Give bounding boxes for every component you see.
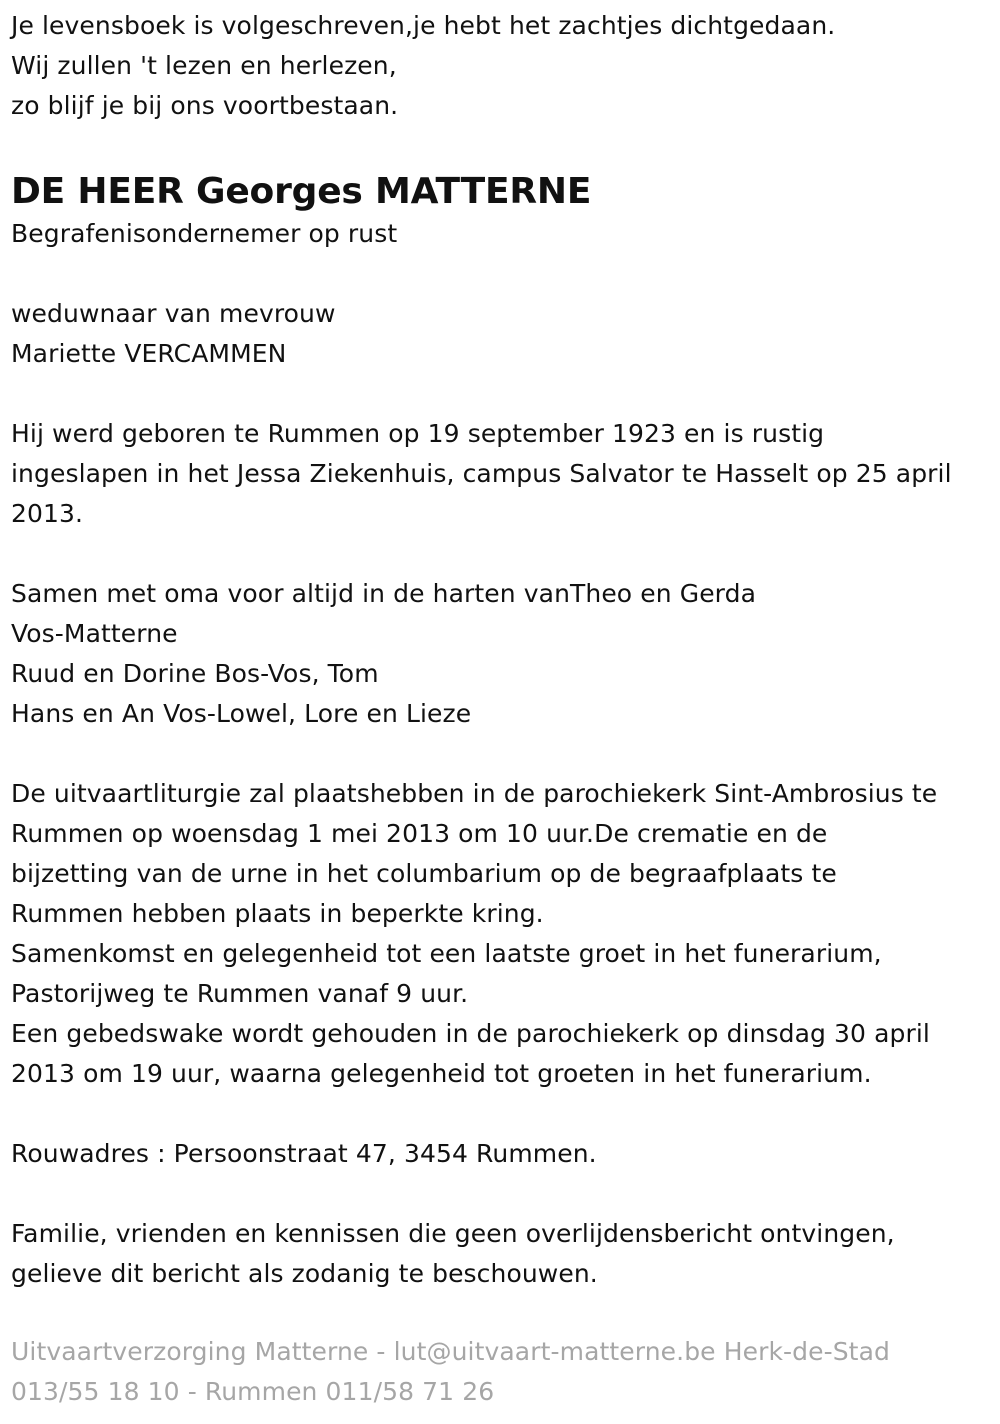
paragraph-line: Rummen hebben plaats in beperkte kring.	[11, 899, 544, 928]
paragraph-line: Hij werd geboren te Rummen op 19 september 1923 en is rustig	[11, 419, 825, 448]
spouse-line: Mariette VERCAMMEN	[11, 339, 287, 368]
spacer	[11, 254, 996, 294]
notice-paragraph	[11, 1214, 996, 1294]
family-line: Samen met oma voor altijd in de harten vanTheo en Gerda	[11, 579, 757, 608]
spouse-line: weduwnaar van mevrouw	[11, 299, 336, 328]
paragraph-line: 2013 om 19 uur, waarna gelegenheid tot groeten in het funerarium.	[11, 1059, 872, 1088]
family-line: Ruud en Dorine Bos-Vos, Tom	[11, 659, 379, 688]
footer-line: 013/55 18 10 - Rummen 011/58 71 26	[11, 1377, 495, 1406]
paragraph-line: 2013.	[11, 499, 84, 528]
obituary-document	[11, 0, 996, 1412]
spacer	[11, 1094, 996, 1134]
family-line: Vos-Matterne	[11, 619, 178, 648]
footer-line: Uitvaartverzorging Matterne - lut@uitvaart-matterne.be Herk-de-Stad	[11, 1337, 890, 1366]
spacer	[11, 374, 996, 414]
family-block	[11, 574, 996, 734]
spacer	[11, 534, 996, 574]
birth-death-paragraph	[11, 414, 996, 534]
family-line: Hans en An Vos-Lowel, Lore en Lieze	[11, 699, 472, 728]
spacer	[11, 1174, 996, 1214]
spacer	[11, 734, 996, 774]
deceased-occupation: Begrafenisondernemer op rust	[11, 219, 398, 248]
deceased-name: DE HEER Georges MATTERNE	[11, 171, 592, 212]
poem-line: Je levensboek is volgeschreven,je hebt het zachtjes dichtgedaan.	[11, 11, 836, 40]
poem-line: zo blijf je bij ons voortbestaan.	[11, 91, 399, 120]
mourning-address: Rouwadres : Persoonstraat 47, 3454 Rummen.	[11, 1139, 597, 1168]
paragraph-line: Samenkomst en gelegenheid tot een laatste groet in het funerarium,	[11, 939, 882, 968]
paragraph-line: gelieve dit bericht als zodanig te beschouwen.	[11, 1259, 598, 1288]
paragraph-line: ingeslapen in het Jessa Ziekenhuis, campus Salvator te Hasselt op 25 april	[11, 459, 952, 488]
funeral-home-footer	[11, 1332, 996, 1412]
paragraph-line: Familie, vrienden en kennissen die geen overlijdensbericht ontvingen,	[11, 1219, 895, 1248]
spouse-block	[11, 294, 996, 374]
paragraph-line: Pastorijweg te Rummen vanaf 9 uur.	[11, 979, 469, 1008]
paragraph-line: De uitvaartliturgie zal plaatshebben in de parochiekerk Sint-Ambrosius te	[11, 779, 938, 808]
paragraph-line: bijzetting van de urne in het columbarium op de begraafplaats te	[11, 859, 837, 888]
paragraph-line: Rummen op woensdag 1 mei 2013 om 10 uur.De crematie en de	[11, 819, 828, 848]
ceremony-paragraph	[11, 774, 996, 1094]
poem-line: Wij zullen 't lezen en herlezen,	[11, 51, 397, 80]
poem-block	[11, 0, 996, 126]
paragraph-line: Een gebedswake wordt gehouden in de parochiekerk op dinsdag 30 april	[11, 1019, 930, 1048]
